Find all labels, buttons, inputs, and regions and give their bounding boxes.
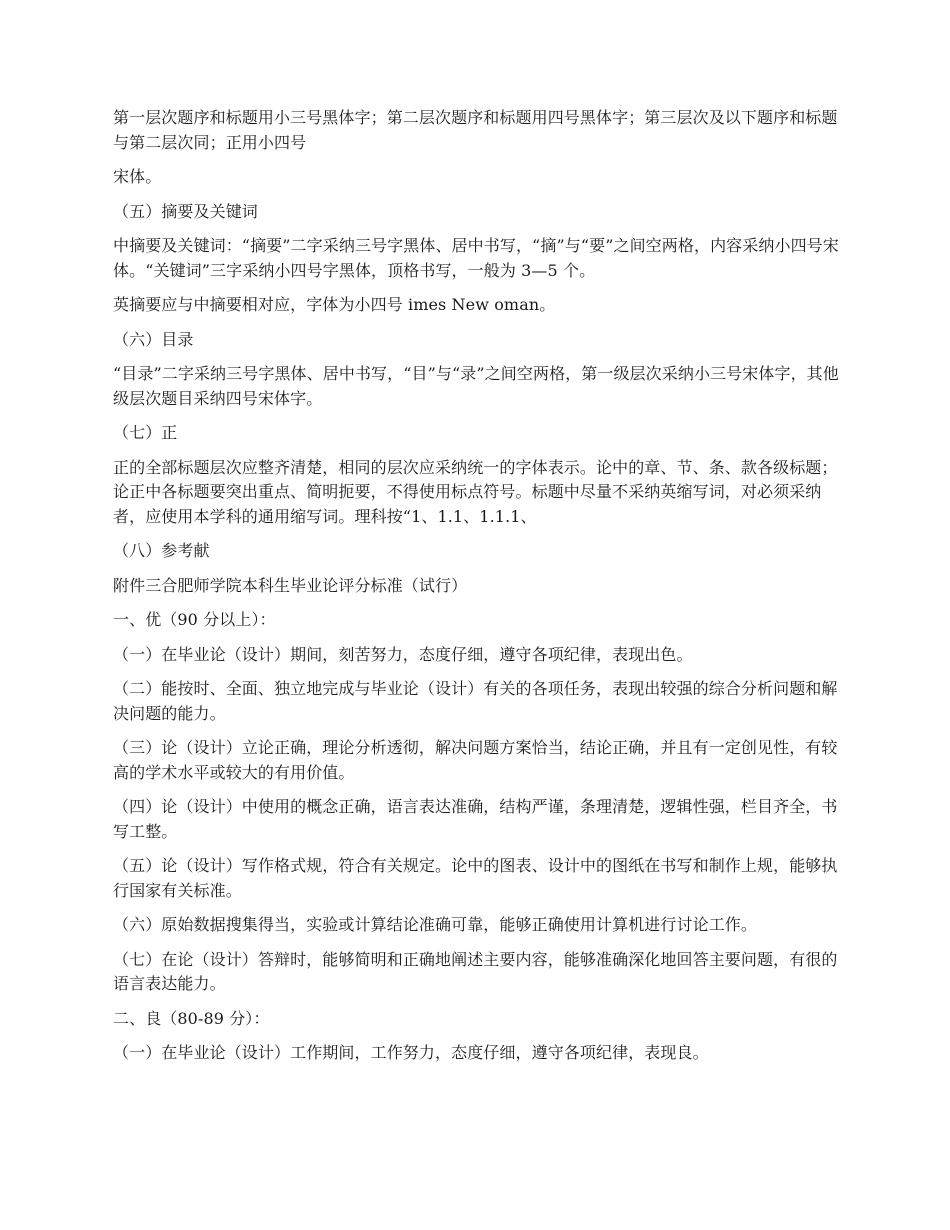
paragraph: 正的全部标题层次应整齐清楚，相同的层次应采纳统一的字体表示。论中的章、节、条、款各级标题；论正中各标题要突出重点、简明扼要，不得使用标点符号。标题中尽量不采纳英缩写词，对必须采纳者，应使用本学科的通用缩写词。理科按“1、1.1、1.1.1、 bbox=[113, 457, 838, 526]
paragraph: 宋体。 bbox=[113, 167, 162, 186]
list-item: （一）在毕业论（设计）工作期间，工作努力，态度仔细，遵守各项纪律，表现良。 bbox=[113, 1043, 709, 1062]
section-heading: （八）参考献 bbox=[113, 541, 210, 560]
list-item: （三）论（设计）立论正确，理论分析透彻，解决问题方案恰当，结论正确，并且有一定创见性，有较高的学术水平或较大的有用价值。 bbox=[113, 738, 838, 782]
list-item: （四）论（设计）中使用的概念正确，语言表达准确，结构严谨，条理清楚，逻辑性强，栏目齐全，书写工整。 bbox=[113, 797, 838, 841]
paragraph: 英摘要应与中摘要相对应，字体为小四号 imes New oman。 bbox=[113, 295, 556, 314]
section-heading: （六）目录 bbox=[113, 329, 194, 349]
grade-heading: 二、良（80-89 分）： bbox=[113, 1008, 270, 1028]
grade-heading: 一、优（90 分以上）： bbox=[113, 610, 276, 629]
paragraph: 第一层次题序和标题用小三号黑体字；第二层次题序和标题用四号黑体字；第三层次及以下题序和标题与第二层次同；正用小四号 bbox=[113, 108, 838, 152]
list-item: （五）论（设计）写作格式规，符合有关规定。论中的图表、设计中的图纸在书写和制作上规，能够执行国家有关标准。 bbox=[113, 856, 838, 900]
list-item: （二）能按时、全面、独立地完成与毕业论（设计）有关的各项任务，表现出较强的综合分析问题和解决问题的能力。 bbox=[113, 679, 838, 723]
paragraph: “目录”二字采纳三号字黑体、居中书写，“目”与“录”之间空两格，第一级层次采纳小三号宋体字，其他级层次题目采纳四号宋体字。 bbox=[113, 364, 839, 408]
list-item: （七）在论（设计）答辩时，能够简明和正确地阐述主要内容，能够准确深化地回答主要问题，有很的语言表达能力。 bbox=[113, 949, 838, 993]
list-item: （一）在毕业论（设计）期间，刻苦努力，态度仔细，遵守各项纪律，表现出色。 bbox=[113, 644, 693, 664]
document-page bbox=[113, 106, 845, 1076]
attachment-title: 附件三合肥师学院本科生毕业论评分标准（试行） bbox=[113, 575, 468, 595]
section-heading: （五）摘要及关键词 bbox=[113, 201, 258, 221]
paragraph: 中摘要及关键词：“摘要”二字采纳三号字黑体、居中书写，“摘”与“要”之间空两格，内容采纳小四号宋体。“关键词”三字采纳小四号字黑体，顶格书写，一般为 3—5 个。 bbox=[113, 236, 839, 280]
section-heading: （七）正 bbox=[113, 423, 178, 442]
list-item: （六）原始数据搜集得当，实验或计算结论准确可靠，能够正确使用计算机进行讨论工作。 bbox=[113, 915, 758, 934]
